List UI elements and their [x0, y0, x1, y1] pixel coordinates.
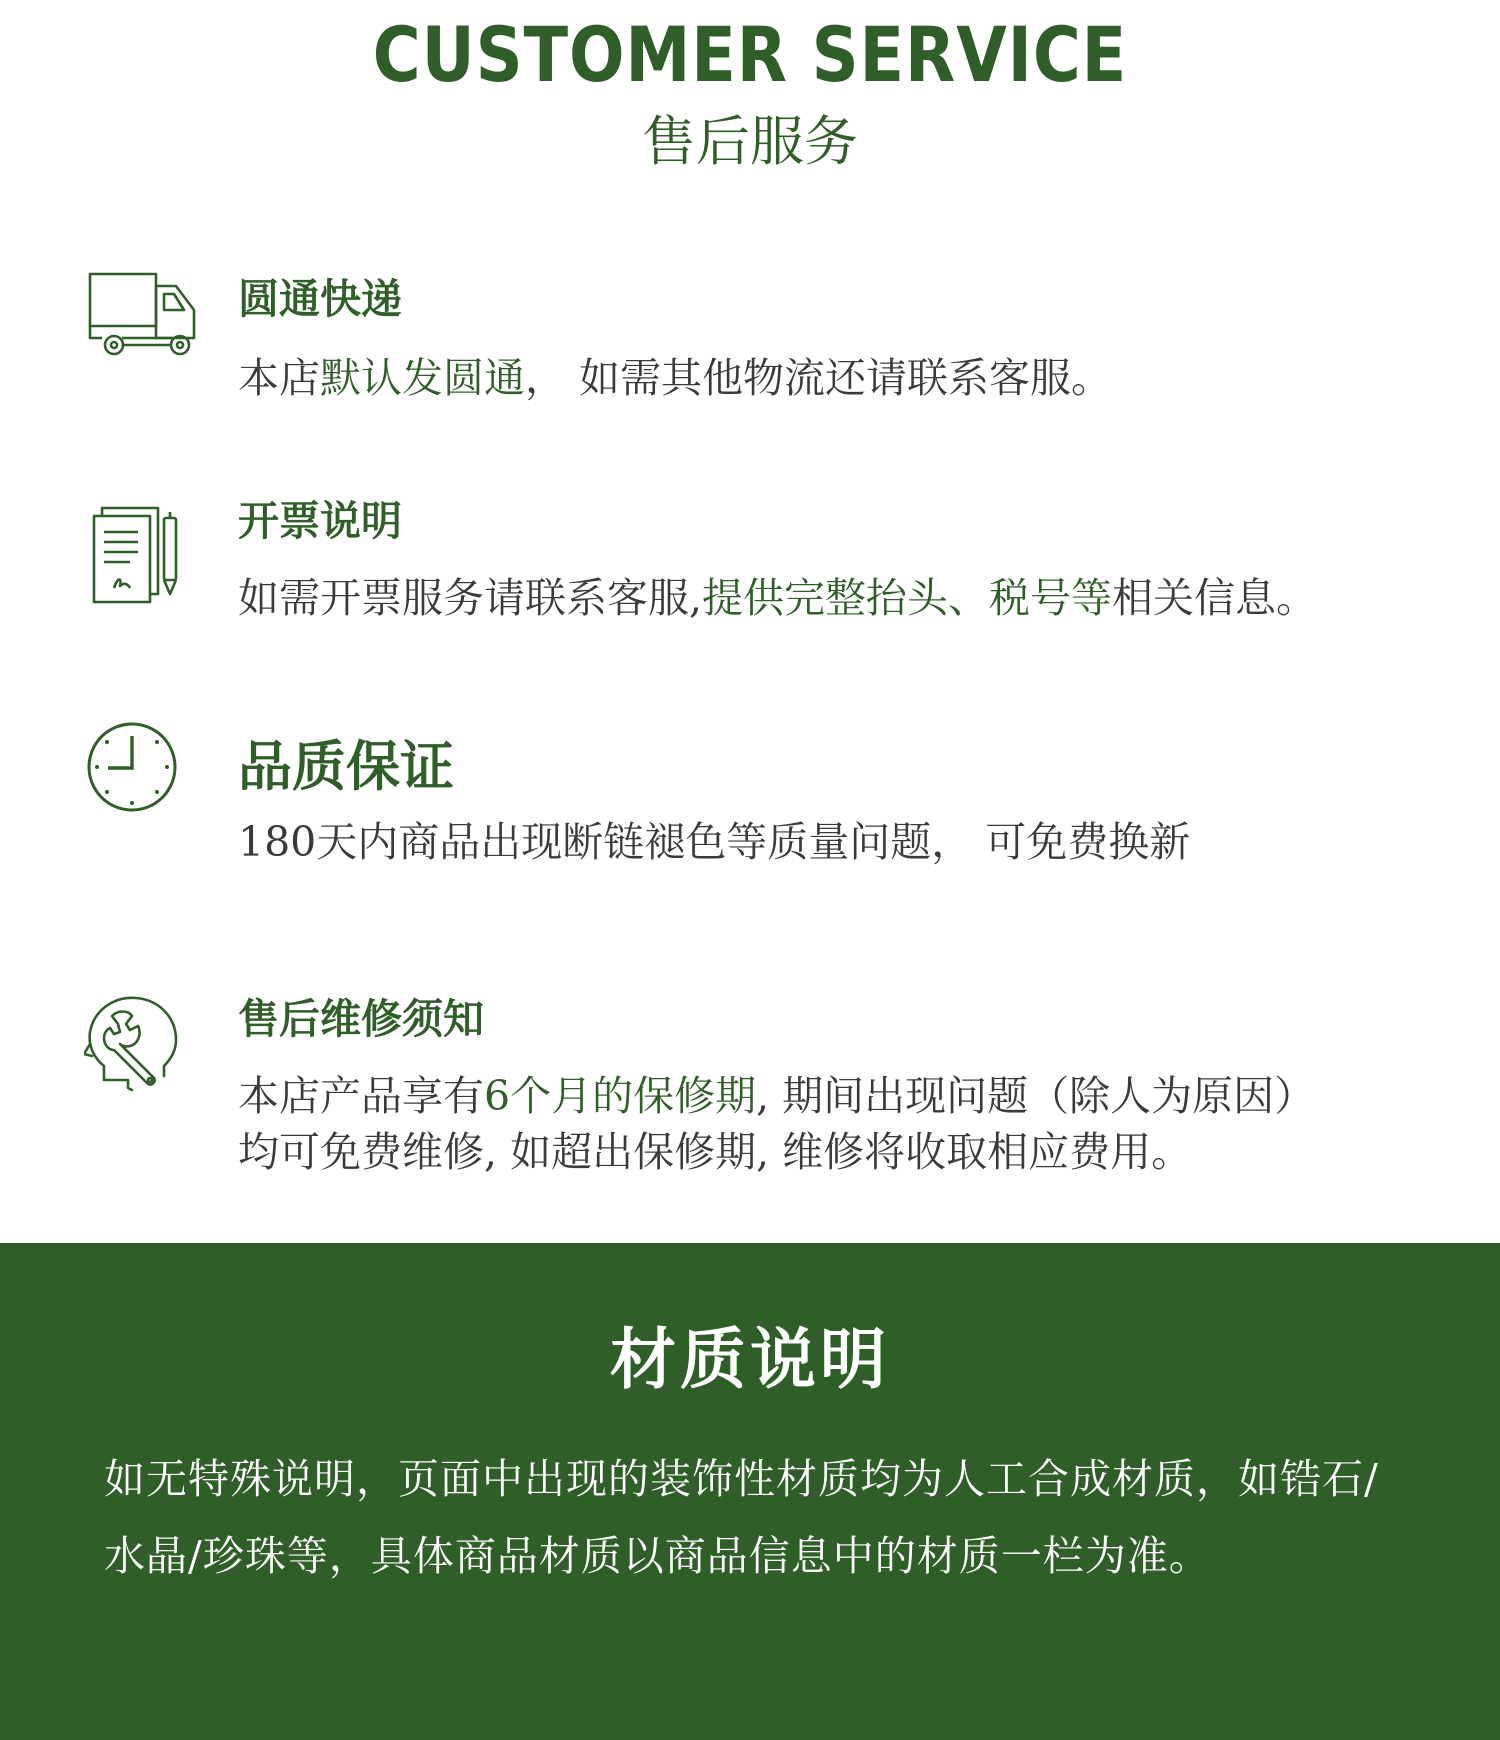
repair-wrench-head-icon	[84, 992, 202, 1110]
item-body: 180天内商品出现断链褪色等质量问题， 可免费换新	[238, 818, 1191, 866]
invoice-document-icon	[84, 502, 202, 620]
material-title: 材质说明	[610, 1320, 890, 1398]
page-title-en: CUSTOMER SERVICE	[372, 10, 1128, 99]
material-text: 如无特殊说明，页面中出现的装饰性材质均为人工合成材质，如锆石/水晶/珍珠等，具体商品材质以商品信息中的材质一栏为准。	[104, 1455, 1379, 1580]
item-title: 圆通快递	[238, 275, 402, 323]
item-title: 售后维修须知	[238, 995, 484, 1043]
item-body: 本店默认发圆通， 如需其他物流还请联系客服。	[238, 354, 1113, 402]
page-title-cn: 售后服务	[642, 110, 858, 173]
item-body-line2: 均可免费维修, 如超出保修期, 维修将收取相应费用。	[238, 1128, 1193, 1176]
item-title: 开票说明	[238, 497, 402, 545]
item-body: 本店产品享有6个月的保修期, 期间出现问题（除人为原因）	[238, 1072, 1316, 1120]
item-title: 品质保证	[238, 734, 454, 798]
material-section	[0, 1243, 1500, 1740]
item-body: 如需开票服务请联系客服,提供完整抬头、税号等相关信息。	[238, 574, 1318, 622]
clock-icon	[84, 710, 202, 828]
delivery-truck-icon	[84, 268, 202, 386]
